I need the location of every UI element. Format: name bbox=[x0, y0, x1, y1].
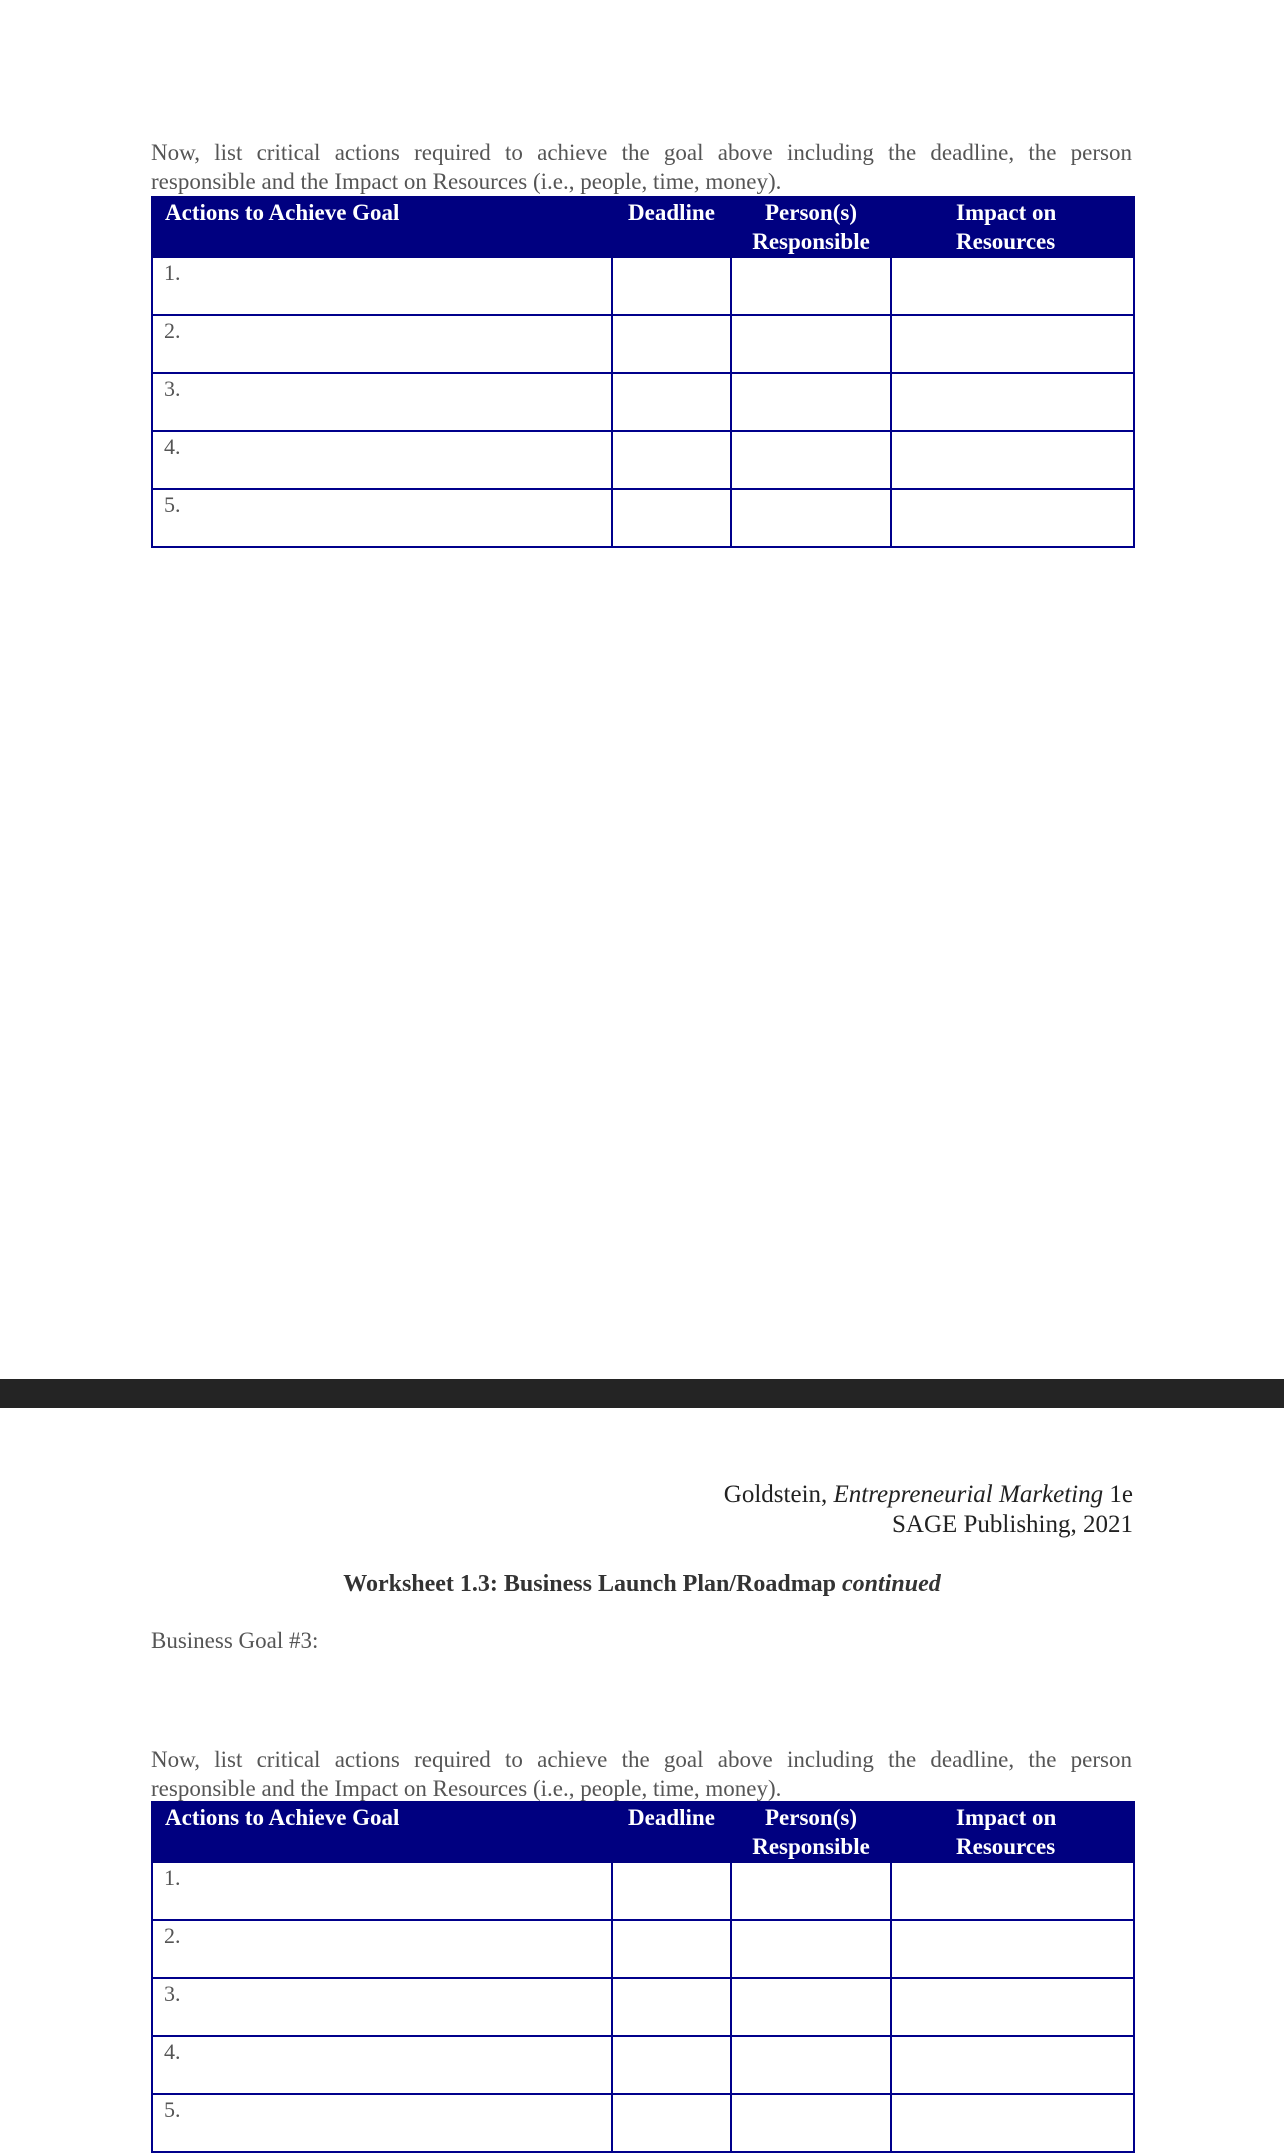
impact-cell[interactable] bbox=[891, 315, 1134, 373]
citation-line-1: Goldstein, Entrepreneurial Marketing 1e bbox=[723, 1481, 1133, 1508]
business-goal-label: Business Goal #3: bbox=[151, 1628, 319, 1653]
person-cell[interactable] bbox=[731, 489, 891, 547]
person-cell[interactable] bbox=[731, 2036, 891, 2094]
table-row bbox=[152, 1862, 1134, 1920]
header-person-responsible: Person(s) Responsible bbox=[731, 1802, 891, 1862]
impact-cell[interactable] bbox=[891, 1978, 1134, 2036]
impact-cell[interactable] bbox=[891, 2094, 1134, 2152]
action-cell[interactable]: 4. bbox=[152, 431, 612, 489]
deadline-cell[interactable] bbox=[612, 1862, 731, 1920]
action-cell[interactable]: 3. bbox=[152, 1978, 612, 2036]
table-row bbox=[152, 373, 1134, 431]
table-row bbox=[152, 1920, 1134, 1978]
header-deadline: Deadline bbox=[612, 1802, 731, 1862]
deadline-cell[interactable] bbox=[612, 489, 731, 547]
impact-cell[interactable] bbox=[891, 1862, 1134, 1920]
deadline-cell[interactable] bbox=[612, 257, 731, 315]
impact-cell[interactable] bbox=[891, 489, 1134, 547]
citation-header bbox=[724, 1480, 1133, 1540]
action-cell[interactable]: 1. bbox=[152, 257, 612, 315]
impact-cell[interactable] bbox=[891, 431, 1134, 489]
table-header-row bbox=[152, 197, 1134, 257]
deadline-cell[interactable] bbox=[612, 2094, 731, 2152]
action-cell[interactable]: 2. bbox=[152, 315, 612, 373]
impact-cell[interactable] bbox=[891, 1920, 1134, 1978]
deadline-cell[interactable] bbox=[612, 1920, 731, 1978]
page-separator bbox=[0, 1379, 1284, 1408]
deadline-cell[interactable] bbox=[612, 315, 731, 373]
impact-cell[interactable] bbox=[891, 2036, 1134, 2094]
action-cell[interactable]: 3. bbox=[152, 373, 612, 431]
header-impact-on-resources: Impact on Resources bbox=[891, 1802, 1134, 1862]
header-actions: Actions to Achieve Goal bbox=[152, 1802, 612, 1862]
action-cell[interactable]: 5. bbox=[152, 2094, 612, 2152]
action-cell[interactable]: 1. bbox=[152, 1862, 612, 1920]
deadline-cell[interactable] bbox=[612, 1978, 731, 2036]
table-row bbox=[152, 431, 1134, 489]
table-header-row bbox=[152, 1802, 1134, 1862]
person-cell[interactable] bbox=[731, 315, 891, 373]
person-cell[interactable] bbox=[731, 1920, 891, 1978]
table-row bbox=[152, 2094, 1134, 2152]
person-cell[interactable] bbox=[731, 373, 891, 431]
table-row bbox=[152, 315, 1134, 373]
impact-cell[interactable] bbox=[891, 257, 1134, 315]
action-cell[interactable]: 5. bbox=[152, 489, 612, 547]
deadline-cell[interactable] bbox=[612, 431, 731, 489]
table-row bbox=[152, 489, 1134, 547]
table-row bbox=[152, 1978, 1134, 2036]
person-cell[interactable] bbox=[731, 431, 891, 489]
person-cell[interactable] bbox=[731, 2094, 891, 2152]
worksheet-title: Worksheet 1.3: Business Launch Plan/Roadmap continued bbox=[343, 1571, 941, 1597]
person-cell[interactable] bbox=[731, 1862, 891, 1920]
header-person-responsible: Person(s) Responsible bbox=[731, 197, 891, 257]
header-deadline: Deadline bbox=[612, 197, 731, 257]
action-plan-table bbox=[151, 1801, 1135, 2153]
header-actions: Actions to Achieve Goal bbox=[152, 197, 612, 257]
deadline-cell[interactable] bbox=[612, 373, 731, 431]
table-row bbox=[152, 257, 1134, 315]
action-cell[interactable]: 4. bbox=[152, 2036, 612, 2094]
person-cell[interactable] bbox=[731, 257, 891, 315]
action-plan-table bbox=[151, 196, 1135, 548]
citation-line-2: SAGE Publishing, 2021 bbox=[891, 1511, 1133, 1538]
header-impact-on-resources: Impact on Resources bbox=[891, 197, 1134, 257]
impact-cell[interactable] bbox=[891, 373, 1134, 431]
instructions-text: Now, list critical actions required to achieve the goal above including the deadline, the person responsible and the Impact on Resources (i.e., people, time, money). bbox=[151, 140, 1132, 194]
deadline-cell[interactable] bbox=[612, 2036, 731, 2094]
table-row bbox=[152, 2036, 1134, 2094]
action-cell[interactable]: 2. bbox=[152, 1920, 612, 1978]
instructions-text: Now, list critical actions required to achieve the goal above including the deadline, the person responsible and the Impact on Resources (i.e., people, time, money). bbox=[151, 1747, 1132, 1801]
person-cell[interactable] bbox=[731, 1978, 891, 2036]
